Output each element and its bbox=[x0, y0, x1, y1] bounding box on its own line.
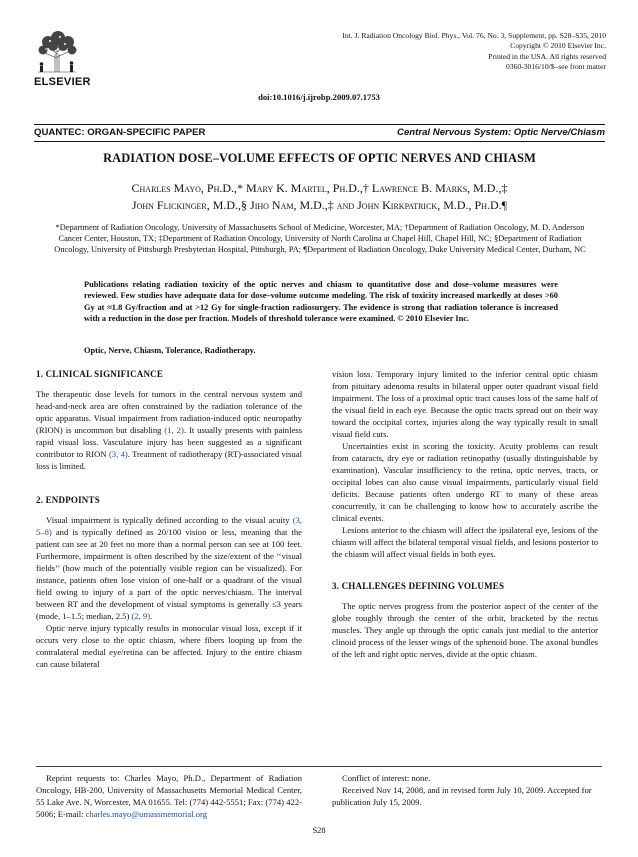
section-label: QUANTEC: ORGAN-SPECIFIC PAPER bbox=[34, 127, 206, 138]
paragraph: The optic nerves progress from the posterior aspect of the center of the globe roughly through the center of the orbit, bracketed by the rectus muscles. They angle up through the optic canals just medial to the anterior clinoid process of the lesser wings of the sphenoid bone. The axonal bundles of the left and right optic nerves, divide at the optic chiasm. bbox=[332, 601, 598, 659]
paragraph: vision loss. Temporary injury limited to the inferior central optic chiasm from pituitary adenoma results in bilateral upper outer quadrant visual field impairment. The loss of a proximal optic tract causes loss of the same half of the visual field in each eye. Because the optic tracts spread out on their way toward the occipital cortex, injuries along the way typically result in small visual field cuts. bbox=[332, 369, 598, 439]
elsevier-logo bbox=[34, 30, 91, 88]
text-run: and is typically defined as 20/100 vision or less, meaning that the patient can see at 20 feet no more than a normal person can see at 100 feet. Furthermore, impairment is often described by the size/extent of the ‘‘visual fields’’ (how much of the potentially visible region can be visualized). For instance, patients often lose vision of one-half or a quadrant of the visual field owing to injury of a part of the optic nerves/chiasm. The interval between RT and the development of visual symptoms is generally ≤3 years (mode, 1–1.5; median, 2.5) bbox=[36, 527, 302, 621]
doi: doi:10.1016/j.ijrobp.2009.07.1753 bbox=[258, 92, 380, 102]
left-column bbox=[36, 368, 302, 670]
publisher-name: ELSEVIER bbox=[34, 76, 91, 88]
section-heading-clinical-significance: 1. CLINICAL SIGNIFICANCE bbox=[36, 369, 164, 379]
printed-line: Printed in the USA. All rights reserved bbox=[488, 51, 606, 61]
section-heading-endpoints: 2. ENDPOINTS bbox=[36, 495, 100, 505]
section-bar bbox=[34, 124, 605, 142]
issn-line: 0360-3016/10/$–see front matter bbox=[506, 62, 606, 72]
article-history-footnote bbox=[332, 772, 598, 808]
received-note: Received Nov 14, 2008, and in revised form July 10, 2009. Accepted for publication July 15, 2009. bbox=[332, 785, 592, 807]
article-title: RADIATION DOSE–VOLUME EFFECTS OF OPTIC NERVES AND CHIASM bbox=[103, 151, 536, 165]
citation-link[interactable]: (3, 5–8) bbox=[36, 515, 302, 537]
email-link[interactable]: charles.mayo@umassmemorial.org bbox=[85, 809, 208, 819]
paragraph: Optic nerve injury typically results in monocular visual loss, except if it occurs very close to the optic chiasm, where fibers looping up from the contralateral medial eye/retina can be affected. Injury to the entire chiasm can cause bilateral bbox=[36, 623, 302, 669]
text-run: Visual impairment is typically defined according to the visual acuity bbox=[46, 515, 293, 525]
citation-link[interactable]: (2, 9) bbox=[131, 611, 151, 621]
text-run: Reprint requests to: Charles Mayo, Ph.D., Department of Radiation Oncology, HB-200, University of Massachusetts Memorial Medical Center, 55 Lake Ave. N, Worcester, MA 01655. Tel: (774) 442-5551; Fax: (774) 422-5006; E-mail: bbox=[36, 773, 302, 819]
paragraph bbox=[36, 514, 302, 622]
keywords: Optic, Nerve, Chiasm, Tolerance, Radiotherapy. bbox=[84, 346, 256, 355]
page-number: S28 bbox=[312, 826, 326, 835]
authors-line-1: Charles Mayo, Ph.D.,* Mary K. Martel, Ph.D.,† Lawrence B. Marks, M.D.,‡ bbox=[131, 181, 508, 195]
journal-citation: Int. J. Radiation Oncology Biol. Phys., Vol. 76, No. 3, Supplement, pp. S28–S35, 2010 bbox=[342, 31, 606, 40]
paragraph: Lesions anterior to the chiasm will affect the ipsilateral eye, lesions of the chiasm will affect the bilateral temporal visual fields, and lesions posterior to the chiasm will affect visual fields in both eyes. bbox=[332, 525, 598, 559]
copyright-line: Copyright © 2010 Elsevier Inc. bbox=[510, 41, 606, 51]
citation-link[interactable]: (3, 4) bbox=[108, 449, 128, 459]
journal-info bbox=[342, 31, 606, 73]
text-run: The therapeutic dose levels for tumors in the central nervous system and head-and-neck area are often constrained by the radiation tolerance of the optic apparatus. Visual impairment from radiation-induced optic neuropathy (RION) is uncommon but disabling bbox=[36, 389, 302, 435]
text-run: . It usually presents with painless rapid visual loss. Vasculature injury has been suggested as a significant contributor to RION bbox=[36, 425, 302, 459]
citation-link[interactable]: (1, 2) bbox=[164, 425, 184, 435]
paragraph bbox=[36, 388, 302, 472]
authors-line-2: John Flickinger, M.D.,§ Jiho Nam, M.D.,‡ and John Kirkpatrick, M.D., Ph.D.¶ bbox=[131, 198, 508, 212]
footnote-divider bbox=[36, 766, 602, 767]
affiliations: *Department of Radiation Oncology, University of Massachusetts School of Medicine, Worcester, MA; †Department of Radiation Oncology, M. D. Anderson Cancer Center, Houston, TX; ‡Department of Radiation Oncology, University of North Carolina at Chapel Hill, Chapel Hill, NC; §Department of Radiation Oncology, University of Pittsburgh Presbyterian Hospital, Pittsburgh, PA; ¶Department of Radiation Oncology, Duke University Medical Center, Durham, NC bbox=[54, 223, 586, 254]
text-run: . Treatment of radiotherapy (RT)-associated visual loss is limited. bbox=[36, 449, 302, 471]
conflict-note: Conflict of interest: none. bbox=[342, 773, 431, 783]
elsevier-tree-icon bbox=[34, 30, 80, 74]
author-list bbox=[34, 180, 605, 214]
topic-label: Central Nervous System: Optic Nerve/Chiasm bbox=[397, 127, 605, 138]
reprint-footnote bbox=[36, 772, 302, 820]
abstract: Publications relating radiation toxicity of the optic nerves and chiasm to quantitative dose and dose–volume measures were reviewed. Few studies have adequate data for dose–volume outcome modeling. The risk of toxicity increased markedly at doses >60 Gy at ≈1.8 Gy/fraction and at >12 Gy for single-fraction radiosurgery. The evidence is strong that radiation tolerance is increased with a reduction in the dose per fraction. Models of threshold tolerance were examined. © 2010 Elsevier Inc. bbox=[84, 280, 558, 324]
paragraph: Uncertainties exist in scoring the toxicity. Acuity problems can result from cataracts, dry eye or radiation retinopathy (usually distinguishable by examination). Vascular insufficiency to the retina, optic nerves, tracts, or occipital lobes can also cause visual impairments, particularly visual field deficits. Because patients often undergo RT to many of these areas concurrently, it can be challenging to know how to accurately ascribe the clinical events. bbox=[332, 441, 598, 523]
text-run: . bbox=[150, 611, 153, 621]
right-column bbox=[332, 368, 598, 660]
section-heading-challenges: 3. CHALLENGES DEFINING VOLUMES bbox=[332, 581, 505, 591]
